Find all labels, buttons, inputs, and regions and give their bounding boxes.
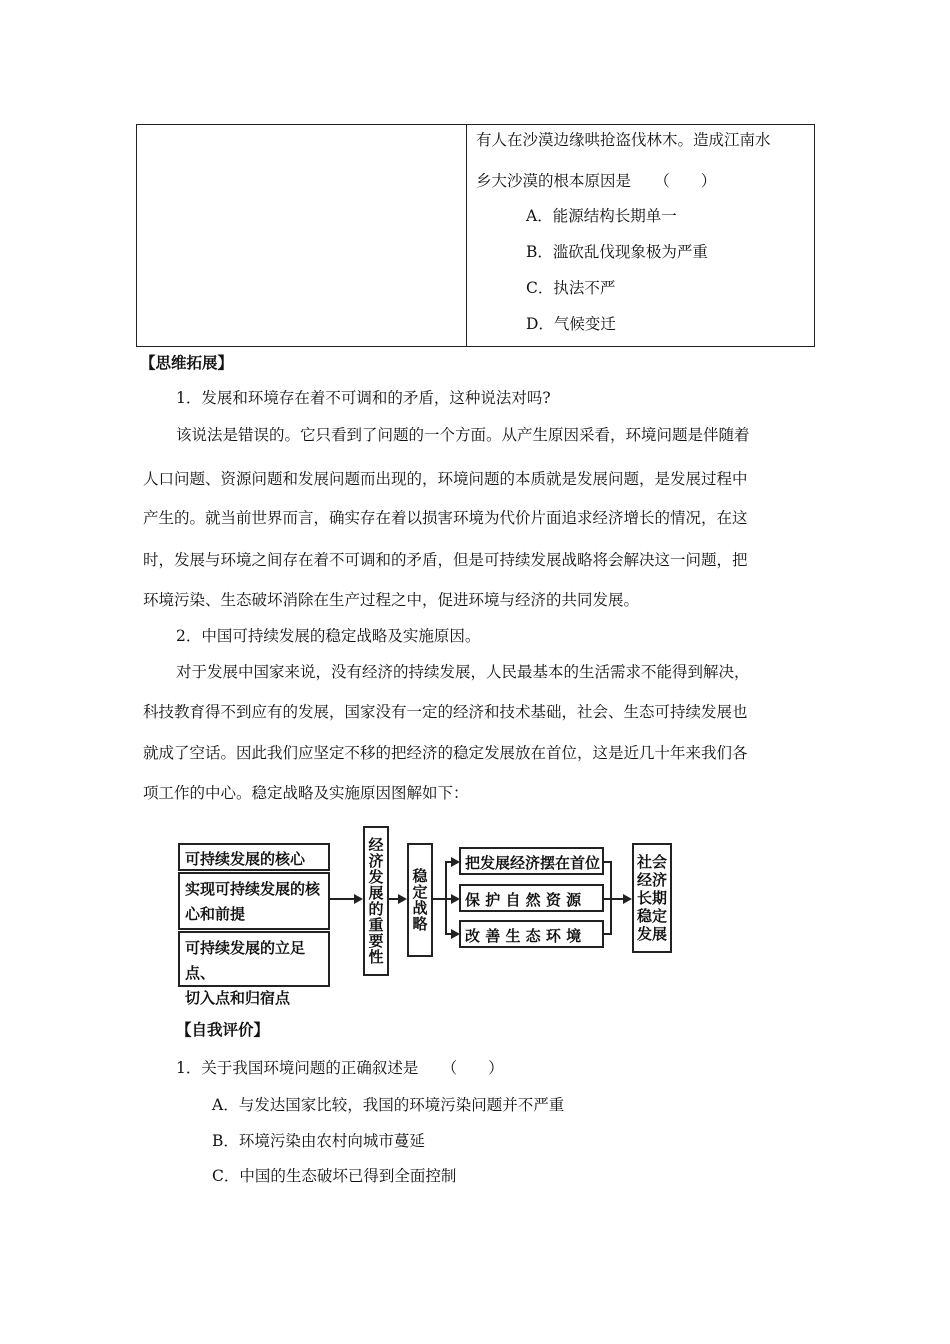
- arrow-icon: [398, 894, 407, 904]
- answer-1-line1: 该说法是错误的。它只看到了问题的一个方面。从产生原因采看，环境问题是伴随着: [176, 426, 750, 444]
- diagram-box-importance: 经济发展的重要性: [363, 826, 389, 976]
- diagram-box-strategy: 稳定战略: [407, 843, 433, 957]
- diagram-box-economy-first: [459, 847, 604, 875]
- arrow-icon: [623, 894, 632, 904]
- eval-question-1: 1．关于我国环境问题的正确叙述是 （ ）: [176, 1059, 504, 1077]
- answer-1-line2: 人口问题、资源问题和发展问题而出现的，环境问题的本质就是发展问题，是发展过程中: [143, 470, 748, 488]
- diagram-box-premise-line1: 实现可持续发展的核: [185, 880, 321, 898]
- diagram-box-result-label: 社会经济长期稳定发展: [636, 853, 667, 943]
- diagram-box-economy-first-label: 把发展经济摆在首位: [465, 854, 601, 872]
- answer-1-line3: 产生的。就当前世界而言，确实存在着以损害环境为代价片面追求经济增长的情况，在这: [143, 509, 748, 527]
- eval-option-c: C．中国的生态破坏已得到全面控制: [212, 1167, 457, 1185]
- diagram-box-foothold: [178, 931, 330, 1007]
- diagram-box-premise-line2: 心和前提: [185, 905, 246, 923]
- section-heading-self-eval: 【自我评价】: [176, 1021, 270, 1039]
- question-2: 2．中国可持续发展的稳定战略及实施原因。: [176, 627, 481, 645]
- diagram-box-premise: [178, 872, 330, 930]
- diagram-box-core-label: 可持续发展的核心: [185, 850, 306, 868]
- diagram-box-improve-ecology: [459, 920, 604, 948]
- connector-line: [604, 898, 612, 900]
- diagram-box-improve-ecology-label: 改 善 生 态 环 境: [465, 927, 582, 945]
- option-a: A．能源结构长期单一: [526, 207, 677, 225]
- answer-2-line4: 项工作的中心。稳定战略及实施原因图解如下：: [143, 784, 469, 802]
- answer-2-line1: 对于发展中国家来说，没有经济的持续发展，人民最基本的生活需求不能得到解决，: [176, 663, 750, 681]
- section-heading-thinking: 【思维拓展】: [140, 354, 234, 372]
- eval-option-a: A．与发达国家比较，我国的环境污染问题并不严重: [212, 1096, 565, 1114]
- question-text-line1: 有人在沙漠边缘哄抢盗伐林木。造成江南水: [476, 131, 771, 149]
- diagram-box-result: [632, 843, 672, 953]
- option-c: C．执法不严: [526, 279, 616, 297]
- connector-line: [604, 933, 612, 935]
- answer-2-line2: 科技教育得不到应有的发展，国家没有一定的经济和技术基础，社会、生态可持续发展也: [143, 703, 748, 721]
- diagram-box-protect-resources: [459, 884, 604, 912]
- option-b: B．滥砍乱伐现象极为严重: [526, 243, 708, 261]
- table-divider: [466, 125, 467, 346]
- option-d: D．气候变迁: [526, 315, 616, 333]
- connector-line: [433, 898, 445, 900]
- answer-2-line3: 就成了空话。因此我们应坚定不移的把经济的稳定发展放在首位，这是近几十年来我们各: [143, 744, 748, 762]
- answer-1-line5: 环境污染、生态破坏消除在生产过程之中，促进环境与经济的共同发展。: [143, 591, 640, 609]
- diagram-box-foothold-line1: 可持续发展的立足点、: [185, 939, 306, 982]
- eval-option-b: B．环境污染由农村向城市蔓延: [212, 1132, 425, 1150]
- connector-line: [330, 898, 354, 900]
- question-table: [136, 124, 815, 347]
- answer-1-line4: 时，发展与环境之间存在着不可调和的矛盾，但是可持续发展战略将会解决这一问题，把: [143, 551, 748, 569]
- diagram-box-foothold-line2: 切入点和归宿点: [185, 989, 291, 1007]
- arrow-icon: [354, 894, 363, 904]
- diagram-box-protect-resources-label: 保 护 自 然 资 源: [465, 891, 582, 909]
- question-text-line2: 乡大沙漠的根本原因是 （ ）: [476, 172, 717, 190]
- diagram-box-core: [178, 843, 330, 871]
- question-1: 1．发展和环境存在着不可调和的矛盾，这种说法对吗?: [176, 389, 551, 407]
- connector-line: [604, 861, 612, 863]
